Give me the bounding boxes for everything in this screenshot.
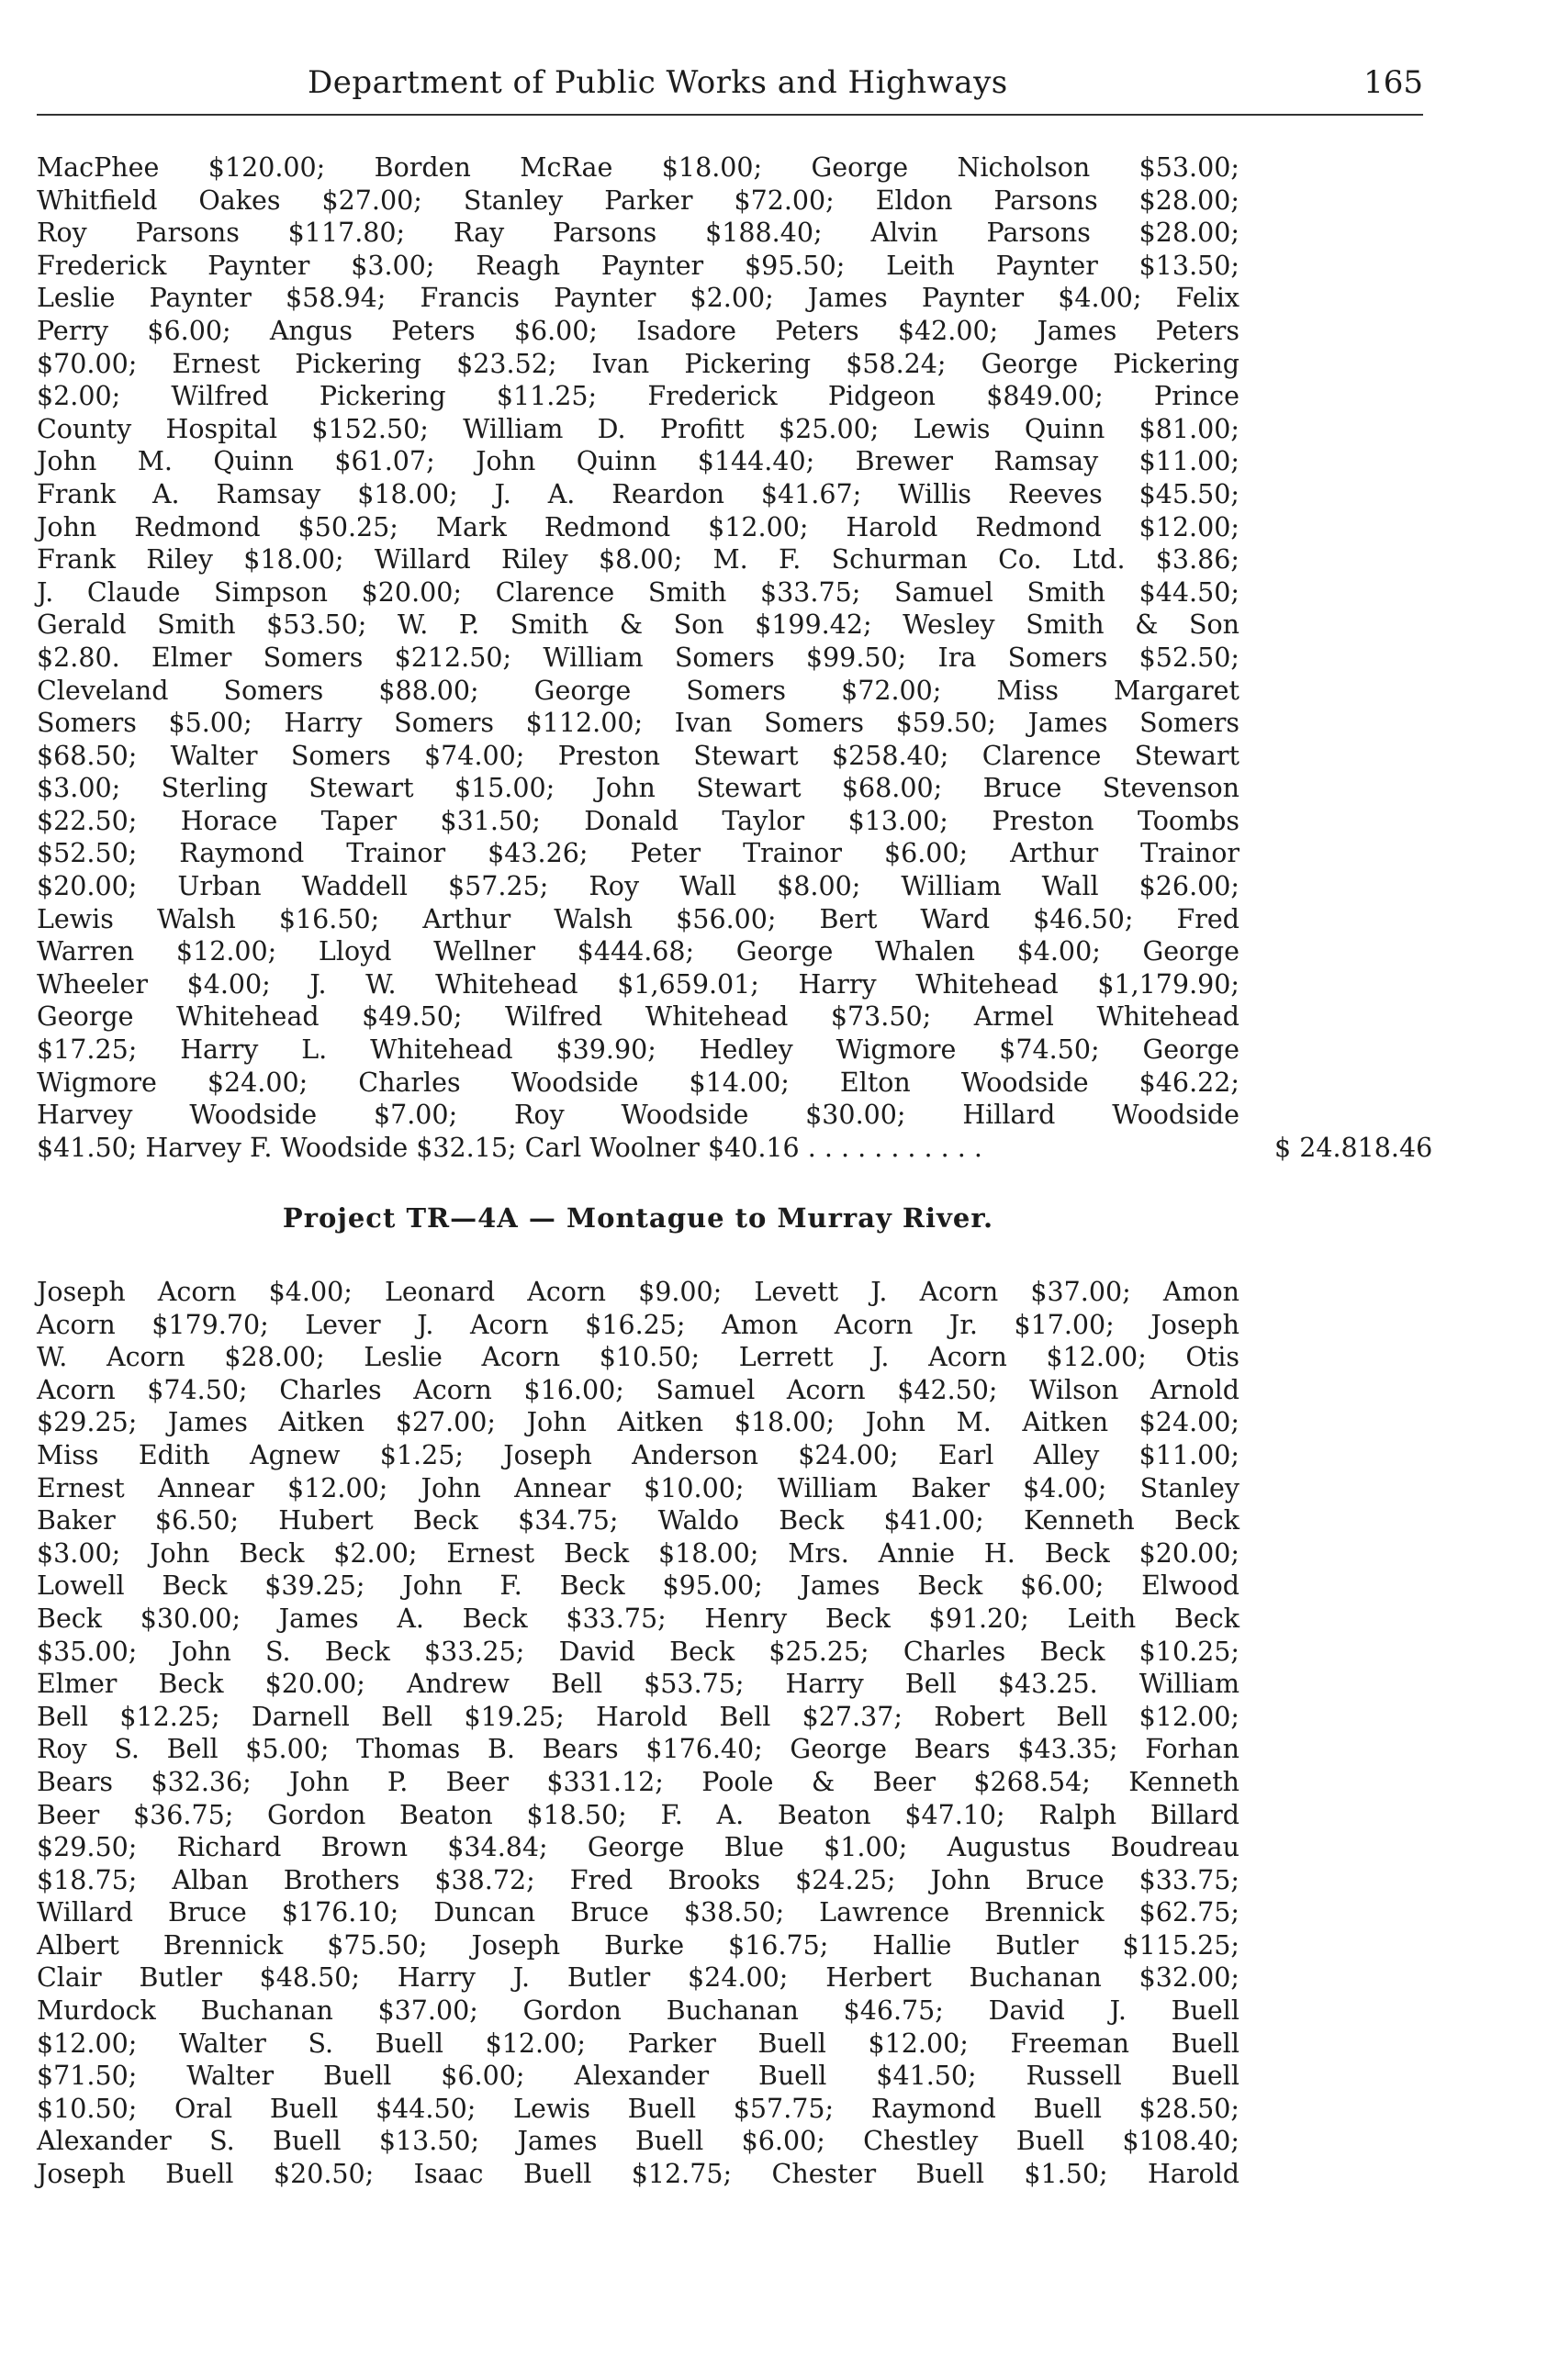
text-line: Somers $5.00; Harry Somers $112.00; Ivan Somers $59.50; James Somers (37, 708, 1239, 739)
text-line: Elmer Beck $20.00; Andrew Bell $53.75; Harry Bell $43.25. William (37, 1669, 1239, 1700)
text-line: Acorn $179.70; Lever J. Acorn $16.25; Amon Acorn Jr. $17.00; Joseph (37, 1309, 1239, 1340)
text-line: John Redmond $50.25; Mark Redmond $12.00; Harold Redmond $12.00; (37, 511, 1239, 542)
text-line: Whitfield Oakes $27.00; Stanley Parker $72.00; Eldon Parsons $28.00; (37, 184, 1239, 216)
text-line: Willard Bruce $176.10; Duncan Bruce $38.50; Lawrence Brennick $62.75; (37, 1897, 1239, 1928)
text-line: Joseph Buell $20.50; Isaac Buell $12.75; Chester Buell $1.50; Harold (37, 2159, 1239, 2190)
text-line: $12.00; Walter S. Buell $12.00; Parker Buell $12.00; Freeman Buell (37, 2028, 1239, 2059)
payment-list-section (37, 151, 1433, 1164)
text-line-last: $41.50; Harvey F. Woodside $32.15; Carl Woolner $40.16 . . . . . . . . . . . (37, 1132, 982, 1163)
text-line: County Hospital $152.50; William D. Profitt $25.00; Lewis Quinn $81.00; (37, 413, 1239, 444)
text-line: Ernest Annear $12.00; John Annear $10.00; William Baker $4.00; Stanley (37, 1472, 1239, 1503)
text-line: Beer $36.75; Gordon Beaton $18.50; F. A. Beaton $47.10; Ralph Billard (37, 1799, 1239, 1830)
text-line: $20.00; Urban Waddell $57.25; Roy Wall $8.00; William Wall $26.00; (37, 871, 1239, 902)
text-line: $29.25; James Aitken $27.00; John Aitken $18.00; John M. Aitken $24.00; (37, 1407, 1239, 1438)
text-line: Frederick Paynter $3.00; Reagh Paynter $95.50; Leith Paynter $13.50; (37, 250, 1239, 281)
text-line: Wheeler $4.00; J. W. Whitehead $1,659.01; Harry Whitehead $1,179.90; (37, 968, 1239, 1000)
text-line: $52.50; Raymond Trainor $43.26; Peter Trainor $6.00; Arthur Trainor (37, 838, 1239, 869)
section-total: $ 24.818.46 (1274, 1132, 1433, 1163)
text-line: Albert Brennick $75.50; Joseph Burke $16.75; Hallie Butler $115.25; (37, 1929, 1239, 1961)
total-row (37, 1132, 1433, 1165)
text-line: $71.50; Walter Buell $6.00; Alexander Buell $41.50; Russell Buell (37, 2061, 1239, 2092)
text-line: $22.50; Horace Taper $31.50; Donald Taylor $13.00; Preston Toombs (37, 805, 1239, 836)
text-line: Miss Edith Agnew $1.25; Joseph Anderson $24.00; Earl Alley $11.00; (37, 1439, 1239, 1470)
text-line: Murdock Buchanan $37.00; Gordon Buchanan $46.75; David J. Buell (37, 1995, 1239, 2027)
text-line: Baker $6.50; Hubert Beck $34.75; Waldo Beck $41.00; Kenneth Beck (37, 1505, 1239, 1536)
page-header (37, 64, 1423, 108)
text-line: Lewis Walsh $16.50; Arthur Walsh $56.00; Bert Ward $46.50; Fred (37, 903, 1239, 934)
text-line: Warren $12.00; Lloyd Wellner $444.68; George Whalen $4.00; George (37, 936, 1239, 967)
text-line: W. Acorn $28.00; Leslie Acorn $10.50; Lerrett J. Acorn $12.00; Otis (37, 1342, 1239, 1373)
text-line: Joseph Acorn $4.00; Leonard Acorn $9.00; Levett J. Acorn $37.00; Amon (37, 1277, 1239, 1307)
text-line: J. Claude Simpson $20.00; Clarence Smith $33.75; Samuel Smith $44.50; (37, 576, 1239, 608)
text-line: Beck $30.00; James A. Beck $33.75; Henry Beck $91.20; Leith Beck (37, 1603, 1239, 1634)
text-line: Harvey Woodside $7.00; Roy Woodside $30.00; Hillard Woodside (37, 1100, 1239, 1131)
text-line: John M. Quinn $61.07; John Quinn $144.40; Brewer Ramsay $11.00; (37, 446, 1239, 477)
text-line: Frank Riley $18.00; Willard Riley $8.00; M. F. Schurman Co. Ltd. $3.86; (37, 544, 1239, 575)
text-line: Roy Parsons $117.80; Ray Parsons $188.40; Alvin Parsons $28.00; (37, 218, 1239, 249)
text-line: $68.50; Walter Somers $74.00; Preston Stewart $258.40; Clarence Stewart (37, 740, 1239, 771)
text-line: $3.00; Sterling Stewart $15.00; John Stewart $68.00; Bruce Stevenson (37, 773, 1239, 804)
text-line: Wigmore $24.00; Charles Woodside $14.00; Elton Woodside $46.22; (37, 1067, 1239, 1098)
text-line: Alexander S. Buell $13.50; James Buell $6.00; Chestley Buell $108.40; (37, 2126, 1239, 2157)
text-line: Gerald Smith $53.50; W. P. Smith & Son $199.42; Wesley Smith & Son (37, 609, 1239, 641)
project-payment-list (37, 1276, 1239, 2191)
text-line: Bell $12.25; Darnell Bell $19.25; Harold Bell $27.37; Robert Bell $12.00; (37, 1701, 1239, 1732)
text-line: George Whitehead $49.50; Wilfred Whitehead $73.50; Armel Whitehead (37, 1001, 1239, 1033)
text-line: $2.80. Elmer Somers $212.50; William Somers $99.50; Ira Somers $52.50; (37, 642, 1239, 673)
text-line: $10.50; Oral Buell $44.50; Lewis Buell $57.75; Raymond Buell $28.50; (37, 2093, 1239, 2124)
page-number: 165 (1363, 64, 1423, 101)
text-line: Perry $6.00; Angus Peters $6.00; Isadore Peters $42.00; James Peters (37, 315, 1239, 346)
text-line: $2.00; Wilfred Pickering $11.25; Frederick Pidgeon $849.00; Prince (37, 381, 1239, 412)
text-line: $18.75; Alban Brothers $38.72; Fred Brooks $24.25; John Bruce $33.75; (37, 1864, 1239, 1895)
project-heading: Project TR—4A — Montague to Murray River. (282, 1202, 994, 1234)
text-line: $70.00; Ernest Pickering $23.52; Ivan Pickering $58.24; George Pickering (37, 348, 1239, 379)
text-line: $35.00; John S. Beck $33.25; David Beck $25.25; Charles Beck $10.25; (37, 1636, 1239, 1667)
text-line: Leslie Paynter $58.94; Francis Paynter $2.00; James Paynter $4.00; Felix (37, 283, 1239, 314)
header-rule (37, 114, 1423, 116)
running-head: Department of Public Works and Highways (308, 64, 1008, 101)
text-line: $29.50; Richard Brown $34.84; George Blue $1.00; Augustus Boudreau (37, 1832, 1239, 1863)
text-line: $3.00; John Beck $2.00; Ernest Beck $18.00; Mrs. Annie H. Beck $20.00; (37, 1537, 1239, 1569)
text-line: Clair Butler $48.50; Harry J. Butler $24.00; Herbert Buchanan $32.00; (37, 1962, 1239, 1994)
text-line: $17.25; Harry L. Whitehead $39.90; Hedley Wigmore $74.50; George (37, 1034, 1239, 1066)
text-line: Acorn $74.50; Charles Acorn $16.00; Samuel Acorn $42.50; Wilson Arnold (37, 1374, 1239, 1405)
text-line: Lowell Beck $39.25; John F. Beck $95.00; James Beck $6.00; Elwood (37, 1570, 1239, 1602)
text-line: Frank A. Ramsay $18.00; J. A. Reardon $41.67; Willis Reeves $45.50; (37, 478, 1239, 509)
text-line: Cleveland Somers $88.00; George Somers $72.00; Miss Margaret (37, 675, 1239, 706)
text-line: MacPhee $120.00; Borden McRae $18.00; George Nicholson $53.00; (37, 152, 1239, 183)
text-line: Roy S. Bell $5.00; Thomas B. Bears $176.40; George Bears $43.35; Forhan (37, 1734, 1239, 1765)
text-line: Bears $32.36; John P. Beer $331.12; Poole & Beer $268.54; Kenneth (37, 1766, 1239, 1797)
